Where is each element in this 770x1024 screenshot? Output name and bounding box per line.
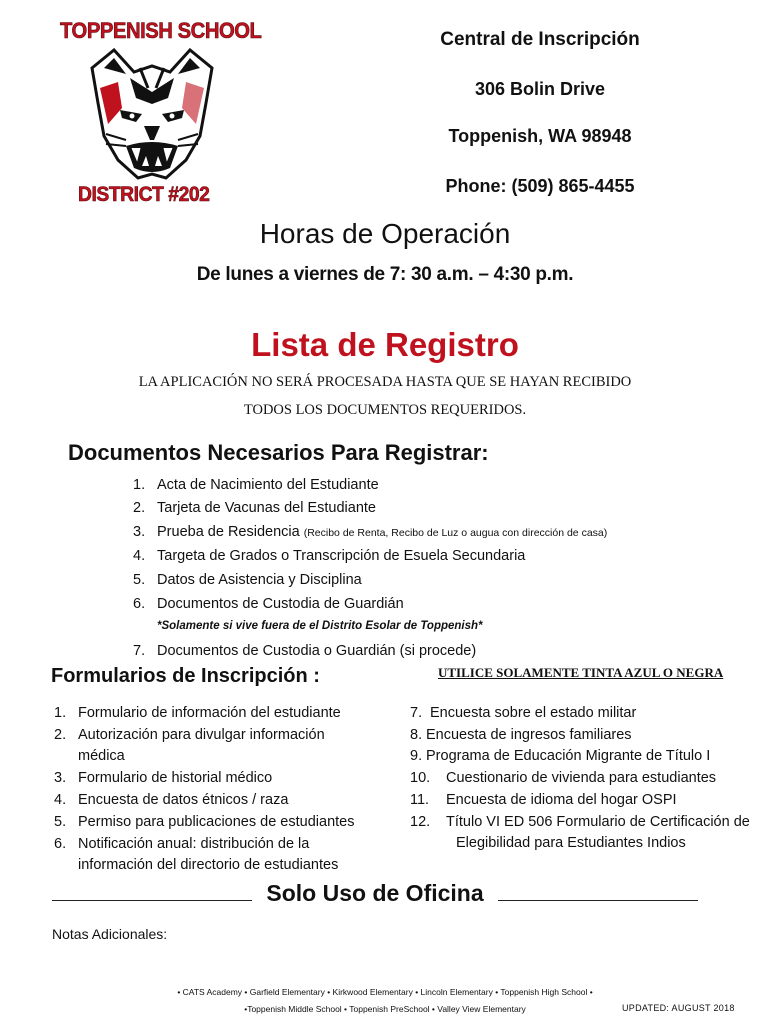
item-number: 5. bbox=[54, 814, 67, 830]
panther-head-icon bbox=[82, 48, 222, 183]
footer-schools-line-2: •Toppenish Middle School • Toppenish PreSchool • Valley View Elementary bbox=[244, 1004, 526, 1014]
notice-line-1: LA APLICACIÓN NO SERÁ PROCESADA HASTA QUE SE HAYAN RECIBIDO bbox=[138, 374, 632, 390]
item-number: 11. bbox=[410, 792, 430, 808]
forms-title: Formularios de Inscripción : bbox=[51, 665, 320, 687]
document-item bbox=[133, 548, 525, 564]
form-item bbox=[410, 790, 755, 811]
item-number: 1. bbox=[54, 705, 67, 721]
form-item bbox=[54, 790, 394, 811]
item-number: 8. bbox=[410, 727, 423, 743]
item-text: Cuestionario de vivienda para estudiantes bbox=[446, 770, 717, 786]
item-number: 2. bbox=[133, 500, 146, 516]
phone-number: Phone: (509) 865-4455 bbox=[445, 176, 635, 196]
form-item bbox=[54, 703, 394, 724]
item-text: Autorización para divulgar información médica bbox=[78, 727, 325, 764]
document-item bbox=[133, 643, 476, 659]
item-text: Targeta de Grados o Transcripción de Esuela Secundaria bbox=[157, 548, 526, 564]
document-item bbox=[133, 477, 379, 493]
footer-schools-line-1: • CATS Academy • Garfield Elementary • Kirkwood Elementary • Lincoln Elementary • Toppenish High School • bbox=[177, 987, 593, 997]
document-item bbox=[133, 596, 404, 612]
item-text: Acta de Nacimiento del Estudiante bbox=[157, 477, 379, 493]
left-rule bbox=[52, 882, 252, 901]
item-number: 5. bbox=[133, 572, 146, 588]
item-text: Título VI ED 506 Formulario de Certificación de Elegibilidad para Estudiantes Indios bbox=[446, 814, 750, 851]
logo-bottom-text: DISTRICT #202 bbox=[78, 183, 210, 206]
right-rule bbox=[498, 882, 698, 901]
item-text: Datos de Asistencia y Disciplina bbox=[157, 572, 362, 588]
form-item bbox=[410, 725, 750, 746]
item-number: 9. bbox=[410, 748, 423, 764]
item-text: Encuesta de ingresos familiares bbox=[426, 727, 632, 743]
logo-top-text: TOPPENISH SCHOOL bbox=[60, 18, 262, 43]
item-text: Prueba de Residencia bbox=[157, 524, 304, 540]
item-number: 2. bbox=[54, 727, 67, 743]
hours-text: De lunes a viernes de 7: 30 a.m. – 4:30 p.m. bbox=[196, 264, 574, 285]
item-text: Documentos de Custodia de Guardián bbox=[157, 596, 404, 612]
form-item bbox=[54, 768, 394, 789]
item-text: Formulario de información del estudiante bbox=[78, 705, 341, 721]
item-text: Notificación anual: distribución de la información del directorio de estudiantes bbox=[78, 836, 339, 873]
form-item bbox=[410, 768, 755, 789]
item-text: Encuesta de idioma del hogar OSPI bbox=[446, 792, 677, 808]
form-item bbox=[54, 834, 384, 876]
updated-date: UPDATED: AUGUST 2018 bbox=[622, 1003, 735, 1013]
item-text: Encuesta sobre el estado militar bbox=[430, 705, 637, 721]
item-number: 10. bbox=[410, 770, 431, 786]
office-use-title: Solo Uso de Oficina bbox=[266, 880, 484, 906]
notes-label: Notas Adicionales: bbox=[52, 926, 168, 942]
document-item bbox=[133, 500, 376, 516]
hours-title: Horas de Operación bbox=[259, 218, 511, 249]
document-item bbox=[133, 524, 607, 540]
item-text: Encuesta de datos étnicos / raza bbox=[78, 792, 289, 808]
office-use-heading bbox=[52, 880, 742, 907]
item-number: 12. bbox=[410, 814, 431, 830]
notice-line-2: TODOS LOS DOCUMENTOS REQUERIDOS. bbox=[243, 402, 527, 418]
street-address: 306 Bolin Drive bbox=[474, 79, 606, 99]
city-state-zip: Toppenish, WA 98948 bbox=[448, 126, 632, 146]
item-number: 3. bbox=[54, 770, 67, 786]
form-item bbox=[54, 725, 374, 767]
item-number: 6. bbox=[54, 836, 67, 852]
item-number: 3. bbox=[133, 524, 146, 540]
form-item bbox=[54, 812, 394, 833]
item-number: 7. bbox=[410, 705, 423, 721]
item-text: Programa de Educación Migrante de Título I bbox=[426, 748, 711, 764]
item-number: 4. bbox=[133, 548, 146, 564]
item-text: Tarjeta de Vacunas del Estudiante bbox=[157, 500, 376, 516]
form-item bbox=[410, 812, 755, 854]
registration-title: Lista de Registro bbox=[251, 326, 519, 363]
office-name: Central de Inscripción bbox=[440, 29, 640, 50]
item-text: Permiso para publicaciones de estudiantes bbox=[78, 814, 355, 830]
custody-note: *Solamente si vive fuera de el Distrito Esolar de Toppenish* bbox=[157, 620, 483, 632]
item-number: 7. bbox=[133, 643, 146, 659]
item-note: (Recibo de Renta, Recibo de Luz o augua con dirección de casa) bbox=[303, 527, 608, 539]
documents-title: Documentos Necesarios Para Registrar: bbox=[68, 440, 489, 465]
form-item bbox=[410, 703, 750, 724]
ink-note: UTILICE SOLAMENTE TINTA AZUL O NEGRA bbox=[438, 665, 724, 680]
document-item bbox=[133, 572, 362, 588]
item-number: 1. bbox=[133, 477, 146, 493]
form-item bbox=[410, 746, 750, 767]
item-text: Documentos de Custodia o Guardián (si procede) bbox=[157, 643, 477, 659]
item-text: Formulario de historial médico bbox=[78, 770, 273, 786]
item-number: 4. bbox=[54, 792, 67, 808]
item-number: 6. bbox=[133, 596, 146, 612]
